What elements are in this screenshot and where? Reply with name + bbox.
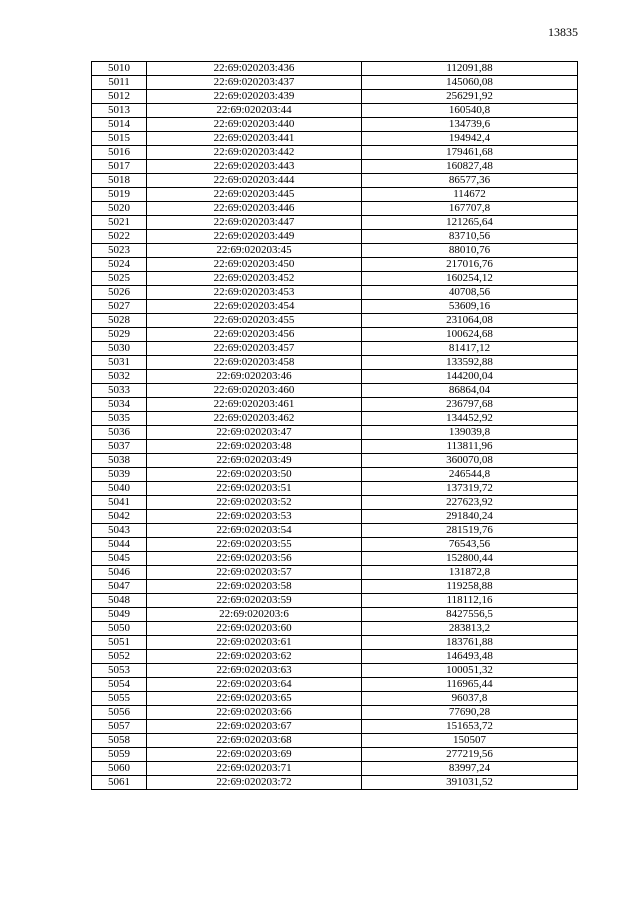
table-row xyxy=(92,776,578,790)
value-cell: 256291,92 xyxy=(362,90,578,104)
table-row xyxy=(92,146,578,160)
table-row xyxy=(92,440,578,454)
cadastral-number-cell: 22:69:020203:66 xyxy=(147,706,362,720)
value-cell: 167707,8 xyxy=(362,202,578,216)
cadastral-number-cell: 22:69:020203:67 xyxy=(147,720,362,734)
table-row xyxy=(92,622,578,636)
row-number-cell: 5011 xyxy=(92,76,147,90)
row-number-cell: 5042 xyxy=(92,510,147,524)
row-number-cell: 5039 xyxy=(92,468,147,482)
value-cell: 217016,76 xyxy=(362,258,578,272)
row-number-cell: 5019 xyxy=(92,188,147,202)
cadastral-number-cell: 22:69:020203:437 xyxy=(147,76,362,90)
cadastral-number-cell: 22:69:020203:48 xyxy=(147,440,362,454)
value-cell: 96037,8 xyxy=(362,692,578,706)
table-row xyxy=(92,720,578,734)
value-cell: 144200,04 xyxy=(362,370,578,384)
cadastral-number-cell: 22:69:020203:52 xyxy=(147,496,362,510)
row-number-cell: 5060 xyxy=(92,762,147,776)
row-number-cell: 5021 xyxy=(92,216,147,230)
cadastral-number-cell: 22:69:020203:457 xyxy=(147,342,362,356)
table-row xyxy=(92,328,578,342)
cadastral-number-cell: 22:69:020203:54 xyxy=(147,524,362,538)
cadastral-number-cell: 22:69:020203:443 xyxy=(147,160,362,174)
row-number-cell: 5053 xyxy=(92,664,147,678)
cadastral-number-cell: 22:69:020203:460 xyxy=(147,384,362,398)
row-number-cell: 5022 xyxy=(92,230,147,244)
table-row xyxy=(92,174,578,188)
cadastral-number-cell: 22:69:020203:455 xyxy=(147,314,362,328)
table-row xyxy=(92,566,578,580)
cadastral-number-cell: 22:69:020203:55 xyxy=(147,538,362,552)
value-cell: 121265,64 xyxy=(362,216,578,230)
table-row xyxy=(92,706,578,720)
cadastral-number-cell: 22:69:020203:436 xyxy=(147,62,362,76)
table-row xyxy=(92,426,578,440)
value-cell: 150507 xyxy=(362,734,578,748)
cadastral-number-cell: 22:69:020203:450 xyxy=(147,258,362,272)
row-number-cell: 5032 xyxy=(92,370,147,384)
row-number-cell: 5044 xyxy=(92,538,147,552)
value-cell: 146493,48 xyxy=(362,650,578,664)
row-number-cell: 5047 xyxy=(92,580,147,594)
row-number-cell: 5054 xyxy=(92,678,147,692)
cadastral-number-cell: 22:69:020203:64 xyxy=(147,678,362,692)
cadastral-number-cell: 22:69:020203:449 xyxy=(147,230,362,244)
row-number-cell: 5046 xyxy=(92,566,147,580)
table-row xyxy=(92,104,578,118)
table-row xyxy=(92,244,578,258)
row-number-cell: 5038 xyxy=(92,454,147,468)
row-number-cell: 5052 xyxy=(92,650,147,664)
value-cell: 277219,56 xyxy=(362,748,578,762)
table-row xyxy=(92,496,578,510)
table-row xyxy=(92,160,578,174)
row-number-cell: 5034 xyxy=(92,398,147,412)
value-cell: 114672 xyxy=(362,188,578,202)
cadastral-number-cell: 22:69:020203:454 xyxy=(147,300,362,314)
cadastral-number-cell: 22:69:020203:446 xyxy=(147,202,362,216)
row-number-cell: 5026 xyxy=(92,286,147,300)
value-cell: 283813,2 xyxy=(362,622,578,636)
row-number-cell: 5040 xyxy=(92,482,147,496)
row-number-cell: 5017 xyxy=(92,160,147,174)
row-number-cell: 5029 xyxy=(92,328,147,342)
table-row xyxy=(92,132,578,146)
cadastral-number-cell: 22:69:020203:50 xyxy=(147,468,362,482)
value-cell: 119258,88 xyxy=(362,580,578,594)
row-number-cell: 5030 xyxy=(92,342,147,356)
row-number-cell: 5056 xyxy=(92,706,147,720)
cadastral-number-cell: 22:69:020203:453 xyxy=(147,286,362,300)
row-number-cell: 5024 xyxy=(92,258,147,272)
cadastral-number-cell: 22:69:020203:47 xyxy=(147,426,362,440)
value-cell: 152800,44 xyxy=(362,552,578,566)
table-row xyxy=(92,510,578,524)
value-cell: 77690,28 xyxy=(362,706,578,720)
table-row xyxy=(92,188,578,202)
value-cell: 53609,16 xyxy=(362,300,578,314)
cadastral-number-cell: 22:69:020203:71 xyxy=(147,762,362,776)
cadastral-number-cell: 22:69:020203:57 xyxy=(147,566,362,580)
row-number-cell: 5055 xyxy=(92,692,147,706)
table-row xyxy=(92,482,578,496)
cadastral-number-cell: 22:69:020203:440 xyxy=(147,118,362,132)
row-number-cell: 5050 xyxy=(92,622,147,636)
table-row xyxy=(92,314,578,328)
value-cell: 137319,72 xyxy=(362,482,578,496)
row-number-cell: 5041 xyxy=(92,496,147,510)
table-row xyxy=(92,300,578,314)
table-body xyxy=(92,62,578,790)
cadastral-number-cell: 22:69:020203:445 xyxy=(147,188,362,202)
table-row xyxy=(92,748,578,762)
table-row xyxy=(92,678,578,692)
table-row xyxy=(92,468,578,482)
table-row xyxy=(92,692,578,706)
table-row xyxy=(92,202,578,216)
value-cell: 112091,88 xyxy=(362,62,578,76)
table-row xyxy=(92,216,578,230)
row-number-cell: 5059 xyxy=(92,748,147,762)
value-cell: 145060,08 xyxy=(362,76,578,90)
table-row xyxy=(92,398,578,412)
cadastral-number-cell: 22:69:020203:60 xyxy=(147,622,362,636)
value-cell: 86577,36 xyxy=(362,174,578,188)
cadastral-number-cell: 22:69:020203:63 xyxy=(147,664,362,678)
value-cell: 160827,48 xyxy=(362,160,578,174)
row-number-cell: 5013 xyxy=(92,104,147,118)
row-number-cell: 5018 xyxy=(92,174,147,188)
value-cell: 86864,04 xyxy=(362,384,578,398)
row-number-cell: 5048 xyxy=(92,594,147,608)
row-number-cell: 5031 xyxy=(92,356,147,370)
cadastral-number-cell: 22:69:020203:69 xyxy=(147,748,362,762)
table-row xyxy=(92,650,578,664)
table-row xyxy=(92,90,578,104)
table-row xyxy=(92,608,578,622)
cadastral-number-cell: 22:69:020203:45 xyxy=(147,244,362,258)
value-cell: 88010,76 xyxy=(362,244,578,258)
row-number-cell: 5035 xyxy=(92,412,147,426)
cadastral-number-cell: 22:69:020203:458 xyxy=(147,356,362,370)
cadastral-number-cell: 22:69:020203:51 xyxy=(147,482,362,496)
cadastral-value-table xyxy=(91,61,578,790)
cadastral-number-cell: 22:69:020203:447 xyxy=(147,216,362,230)
table-row xyxy=(92,286,578,300)
cadastral-number-cell: 22:69:020203:439 xyxy=(147,90,362,104)
value-cell: 194942,4 xyxy=(362,132,578,146)
row-number-cell: 5012 xyxy=(92,90,147,104)
value-cell: 179461,68 xyxy=(362,146,578,160)
row-number-cell: 5061 xyxy=(92,776,147,790)
cadastral-number-cell: 22:69:020203:56 xyxy=(147,552,362,566)
row-number-cell: 5025 xyxy=(92,272,147,286)
value-cell: 291840,24 xyxy=(362,510,578,524)
row-number-cell: 5051 xyxy=(92,636,147,650)
table-row xyxy=(92,370,578,384)
value-cell: 118112,16 xyxy=(362,594,578,608)
cadastral-number-cell: 22:69:020203:58 xyxy=(147,580,362,594)
value-cell: 116965,44 xyxy=(362,678,578,692)
table-row xyxy=(92,762,578,776)
table-row xyxy=(92,384,578,398)
cadastral-number-cell: 22:69:020203:456 xyxy=(147,328,362,342)
row-number-cell: 5037 xyxy=(92,440,147,454)
cadastral-number-cell: 22:69:020203:6 xyxy=(147,608,362,622)
row-number-cell: 5057 xyxy=(92,720,147,734)
cadastral-number-cell: 22:69:020203:59 xyxy=(147,594,362,608)
cadastral-number-cell: 22:69:020203:452 xyxy=(147,272,362,286)
table-row xyxy=(92,594,578,608)
value-cell: 227623,92 xyxy=(362,496,578,510)
value-cell: 131872,8 xyxy=(362,566,578,580)
row-number-cell: 5028 xyxy=(92,314,147,328)
value-cell: 160540,8 xyxy=(362,104,578,118)
table-row xyxy=(92,356,578,370)
row-number-cell: 5043 xyxy=(92,524,147,538)
table-row xyxy=(92,118,578,132)
table-row xyxy=(92,272,578,286)
row-number-cell: 5033 xyxy=(92,384,147,398)
value-cell: 160254,12 xyxy=(362,272,578,286)
cadastral-number-cell: 22:69:020203:442 xyxy=(147,146,362,160)
value-cell: 151653,72 xyxy=(362,720,578,734)
table-row xyxy=(92,734,578,748)
value-cell: 134452,92 xyxy=(362,412,578,426)
cadastral-number-cell: 22:69:020203:68 xyxy=(147,734,362,748)
page-number: 13835 xyxy=(548,25,578,39)
table-row xyxy=(92,552,578,566)
table-row xyxy=(92,664,578,678)
row-number-cell: 5058 xyxy=(92,734,147,748)
value-cell: 246544,8 xyxy=(362,468,578,482)
value-cell: 81417,12 xyxy=(362,342,578,356)
value-cell: 83710,56 xyxy=(362,230,578,244)
value-cell: 231064,08 xyxy=(362,314,578,328)
value-cell: 100051,32 xyxy=(362,664,578,678)
cadastral-number-cell: 22:69:020203:462 xyxy=(147,412,362,426)
row-number-cell: 5020 xyxy=(92,202,147,216)
value-cell: 8427556,5 xyxy=(362,608,578,622)
value-cell: 236797,68 xyxy=(362,398,578,412)
cadastral-number-cell: 22:69:020203:49 xyxy=(147,454,362,468)
value-cell: 40708,56 xyxy=(362,286,578,300)
value-cell: 83997,24 xyxy=(362,762,578,776)
table-row xyxy=(92,76,578,90)
table-row xyxy=(92,524,578,538)
value-cell: 281519,76 xyxy=(362,524,578,538)
cadastral-number-cell: 22:69:020203:72 xyxy=(147,776,362,790)
row-number-cell: 5049 xyxy=(92,608,147,622)
table-row xyxy=(92,62,578,76)
row-number-cell: 5015 xyxy=(92,132,147,146)
row-number-cell: 5036 xyxy=(92,426,147,440)
table-row xyxy=(92,538,578,552)
table-row xyxy=(92,580,578,594)
row-number-cell: 5027 xyxy=(92,300,147,314)
cadastral-number-cell: 22:69:020203:62 xyxy=(147,650,362,664)
value-cell: 391031,52 xyxy=(362,776,578,790)
table-row xyxy=(92,454,578,468)
row-number-cell: 5014 xyxy=(92,118,147,132)
cadastral-number-cell: 22:69:020203:46 xyxy=(147,370,362,384)
cadastral-number-cell: 22:69:020203:53 xyxy=(147,510,362,524)
value-cell: 133592,88 xyxy=(362,356,578,370)
value-cell: 100624,68 xyxy=(362,328,578,342)
value-cell: 360070,08 xyxy=(362,454,578,468)
row-number-cell: 5016 xyxy=(92,146,147,160)
cadastral-number-cell: 22:69:020203:444 xyxy=(147,174,362,188)
row-number-cell: 5010 xyxy=(92,62,147,76)
value-cell: 139039,8 xyxy=(362,426,578,440)
cadastral-number-cell: 22:69:020203:61 xyxy=(147,636,362,650)
value-cell: 183761,88 xyxy=(362,636,578,650)
table-row xyxy=(92,342,578,356)
value-cell: 76543,56 xyxy=(362,538,578,552)
cadastral-number-cell: 22:69:020203:461 xyxy=(147,398,362,412)
value-cell: 113811,96 xyxy=(362,440,578,454)
row-number-cell: 5045 xyxy=(92,552,147,566)
cadastral-number-cell: 22:69:020203:44 xyxy=(147,104,362,118)
cadastral-number-cell: 22:69:020203:441 xyxy=(147,132,362,146)
table-row xyxy=(92,636,578,650)
value-cell: 134739,6 xyxy=(362,118,578,132)
cadastral-number-cell: 22:69:020203:65 xyxy=(147,692,362,706)
table-row xyxy=(92,258,578,272)
row-number-cell: 5023 xyxy=(92,244,147,258)
table-row xyxy=(92,412,578,426)
table-row xyxy=(92,230,578,244)
